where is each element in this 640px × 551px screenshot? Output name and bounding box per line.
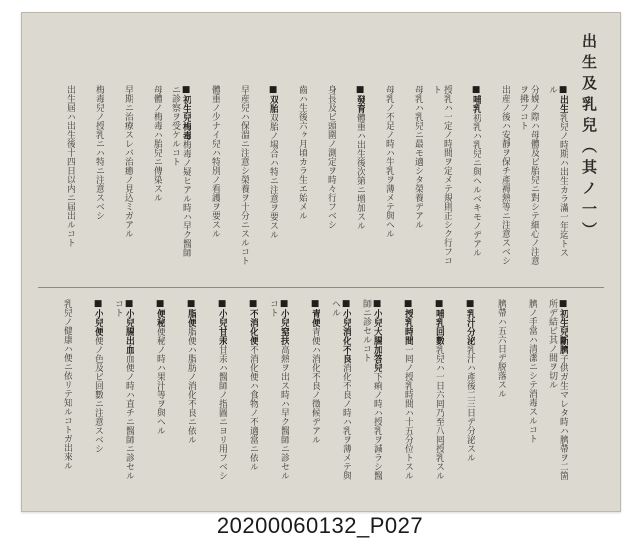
- top-text-column: [517, 85, 539, 265]
- top-text-column: [546, 85, 568, 265]
- column-heading: ■小兒便: [93, 299, 103, 336]
- column-heading: ■哺乳回數: [434, 299, 444, 345]
- column-text: 脂便ハ脂肪ノ消化不良ニ依ル: [186, 327, 196, 444]
- top-text-column: [267, 85, 278, 265]
- column-text: 梅毒兒ノ授乳ニハ特ニ注意スベシ: [94, 85, 104, 220]
- column-text: 母體ノ梅毒ハ胎兒ニ傳染スル: [152, 85, 162, 202]
- column-text: 血便ノ時ハ直チニ醫師ニ診セルコト: [113, 299, 134, 480]
- column-text: 便秘ノ時ハ果汁等ヲ與ヘル: [155, 327, 165, 435]
- column-heading: ■發育: [355, 85, 365, 113]
- column-heading: ■小兒大腸加答兒: [372, 299, 382, 372]
- column-heading: ■乳汁分泌: [465, 299, 475, 345]
- column-text: 體重ハ出生後次第ニ增加スル: [355, 113, 365, 230]
- bottom-text-column: [433, 299, 444, 481]
- column-text: 乳兒ハ一日六囘乃至八囘授乳スル: [434, 345, 444, 480]
- column-text: 初乳ハ乳兒ニ與ヘルベキモノデアル: [471, 113, 481, 257]
- top-text-column: [169, 85, 191, 265]
- bottom-text-column: [61, 299, 72, 481]
- column-text: 身長及ビ頭圍ノ測定ヲ時々行フベシ: [326, 85, 336, 229]
- bottom-text-column: [112, 299, 134, 481]
- column-text: 乳汁ハ產後二三日デ分泌スル: [465, 345, 475, 462]
- column-text: 便ノ色及ビ回數ニ注意スベシ: [93, 336, 103, 453]
- bottom-text-column: [329, 299, 351, 481]
- column-text: 乳兒ノ健康ハ便ニ依リテ知ルコトガ出來ル: [62, 299, 72, 470]
- column-text: 出産ノ後ハ安靜ヲ保チ產褥熱等ニ注意スベシ: [500, 85, 510, 265]
- column-text: 早産兒ハ保溫ニ注意シ榮養ヲ十分ニスルコト: [239, 85, 249, 265]
- column-heading: ■授乳時間: [403, 299, 413, 345]
- top-text-column: [238, 85, 249, 265]
- column-text: 不消化便ハ食物ノ不適當ニ依ル: [248, 345, 258, 471]
- column-text: 母乳ハ乳兒ニ最モ適シタ榮養デアル: [413, 85, 423, 229]
- column-text: 母乳ノ不足ノ時ハ牛乳ヲ薄メテ與ヘル: [384, 85, 394, 238]
- column-text: 授乳ハ一定ノ時間ヲ定メテ規則正シク行フコト: [431, 85, 452, 265]
- column-heading: ■出生: [558, 85, 568, 113]
- top-text-column: [430, 85, 452, 265]
- column-heading: ■便秘: [155, 299, 165, 327]
- column-text: 齒ハ生後六ヶ月頃カラ生エ始メル: [297, 85, 307, 220]
- top-text-column: [64, 85, 75, 265]
- bottom-text-column: [546, 299, 568, 481]
- document-page: [21, 12, 621, 512]
- top-text-column: [93, 85, 104, 265]
- column-heading: ■青便: [310, 299, 320, 327]
- column-heading: ■小兒窒扶: [279, 299, 289, 345]
- bottom-text-column: [495, 299, 506, 481]
- column-heading: ■哺乳: [471, 85, 481, 113]
- bottom-text-column: [402, 299, 413, 481]
- column-text: 甘汞ハ醫師ノ指圖ニヨリ用フベシ: [217, 345, 227, 480]
- top-text-column: [499, 85, 510, 265]
- bottom-text-column: [247, 299, 258, 481]
- column-heading: ■初生兒梅毒: [181, 85, 191, 140]
- top-text-column: [412, 85, 423, 265]
- top-text-column: [296, 85, 307, 265]
- column-text: 下痢ノ時ハ授乳ヲ減ラシ醫師ニ診セルコト: [361, 299, 382, 480]
- column-text: 高熱ヲ出ス時ハ早ク醫師ニ診セルコト: [268, 299, 289, 480]
- column-text: 臍ノ手當ハ清潔ニシテ消毒スルコト: [527, 299, 537, 443]
- column-text: 體重ノ少ナイ兒ハ特別ノ看護ヲ要スル: [210, 85, 220, 238]
- column-text: 一囘ノ授乳時間ハ十五分位トスル: [403, 345, 413, 480]
- bottom-text-column: [267, 299, 289, 481]
- bottom-text-column: [185, 299, 196, 481]
- column-text: 早期ニ治療スレバ治癒ノ見込ミガアル: [123, 85, 133, 238]
- top-text-column: [209, 85, 220, 265]
- page-content: [26, 17, 616, 507]
- top-text-column: [325, 85, 336, 265]
- column-text: 乳兒ノ時期ハ出生カラ滿一年迄トスル: [547, 85, 568, 257]
- column-text: 出生屆ハ出生後十四日以内ニ届出ルコト: [65, 85, 75, 247]
- column-heading: ■小兒腸出血: [124, 299, 134, 354]
- column-heading: ■脂便: [186, 299, 196, 327]
- bottom-text-column: [464, 299, 475, 481]
- section-divider: [38, 287, 604, 288]
- column-text: 臍帶ハ五六日デ脱落スル: [496, 299, 506, 398]
- top-text-column: [151, 85, 162, 265]
- column-heading: ■小兒消化不良: [341, 299, 351, 363]
- bottom-text-column: [526, 299, 537, 481]
- column-heading: ■不消化便: [248, 299, 258, 345]
- column-text: 消化不良ノ時ハ乳ヲ薄メテ與ヘル: [330, 299, 351, 480]
- column-heading: ■双胎: [268, 85, 278, 113]
- top-text-column: [122, 85, 133, 265]
- image-id-caption: 20200060132_P027: [216, 513, 424, 538]
- bottom-text-column: [92, 299, 103, 481]
- top-text-column: [354, 85, 365, 265]
- bottom-text-column: [360, 299, 382, 481]
- column-text: 分娩ノ際ハ母體及ビ胎兒ニ對シテ細心ノ注意ヲ拂フコト: [518, 85, 539, 265]
- bottom-text-column: [154, 299, 165, 481]
- column-text: 青便ハ消化不良ノ徵候デアル: [310, 327, 320, 444]
- bottom-text-column: [216, 299, 227, 481]
- bottom-text-column: [309, 299, 320, 481]
- column-text: 梅毒ノ疑ヒアル時ハ早ク醫師ニ診察ヲ受ケルコト: [170, 85, 191, 257]
- column-text: 子供ガ生マレタ時ハ臍帶ヲ二箇所デ結ビ其ノ間ヲ切ル: [547, 299, 568, 480]
- column-heading: ■初生兒斷臍: [558, 299, 568, 354]
- page-title: 出生及乳兒（其ノ一）: [580, 33, 598, 243]
- top-text-column: [383, 85, 394, 265]
- top-text-column: [470, 85, 481, 265]
- column-text: 双胎ノ場合ハ特ニ注意ヲ要スル: [268, 113, 278, 239]
- column-heading: ■小兒甘汞: [217, 299, 227, 345]
